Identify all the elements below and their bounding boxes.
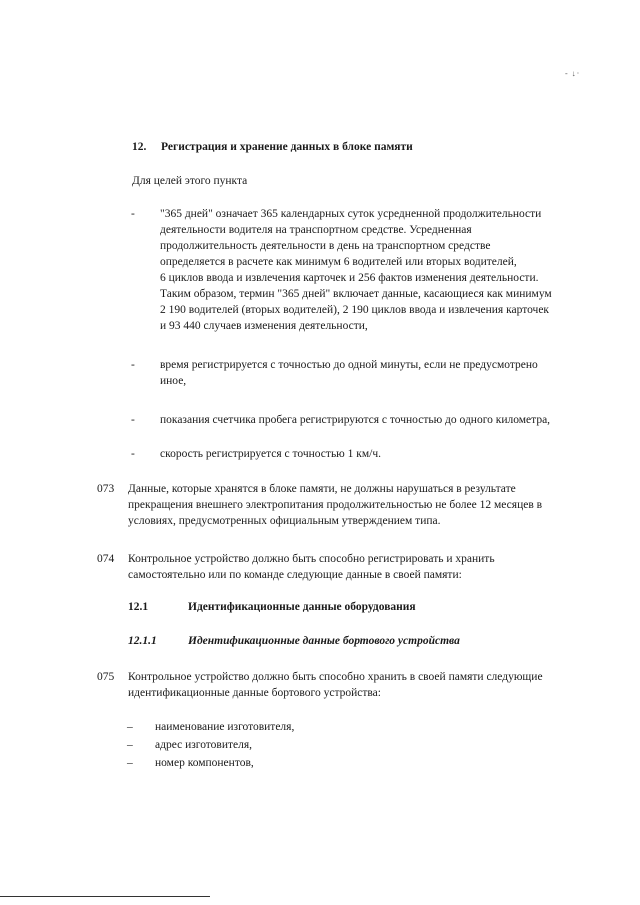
bullet-marker: - <box>131 359 135 371</box>
paragraph-number-075: 075 <box>97 671 115 683</box>
list-item-marker: – <box>127 721 133 733</box>
bullet-marker: - <box>131 448 135 460</box>
paragraph-line: идентификационные данные бортового устройства: <box>128 687 381 699</box>
bullet-line: определяется в расчете как минимум 6 водителей или вторых водителей, <box>160 256 517 268</box>
bullet-line: 2 190 водителей (вторых водителей), 2 190 циклов ввода и извлечения карточек <box>160 304 550 316</box>
bullet-line: продолжительность деятельности в день на транспортном средстве <box>160 240 491 252</box>
paragraph-line: Данные, которые хранятся в блоке памяти, не должны нарушаться в результате <box>128 483 516 495</box>
section-12-1-1-number: 12.1.1 <box>128 635 157 647</box>
list-item-marker: – <box>127 757 133 769</box>
paragraph-number-073: 073 <box>97 483 115 495</box>
paragraph-line: Контрольное устройство должно быть способно регистрировать и хранить <box>128 553 495 565</box>
section-12-title: Регистрация и хранение данных в блоке памяти <box>161 141 413 153</box>
bullet-line: "365 дней" означает 365 календарных суток усредненной продолжительности <box>160 208 542 220</box>
section-12-1-number: 12.1 <box>128 601 149 613</box>
paragraph-number-074: 074 <box>97 553 115 565</box>
bullet-line: скорость регистрируется с точностью 1 км/ч. <box>160 448 381 460</box>
bullet-line: Таким образом, термин "365 дней" включает данные, касающиеся как минимум <box>160 288 552 300</box>
bullet-line: 6 циклов ввода и извлечения карточек и 256 фактов изменения деятельности. <box>160 272 539 284</box>
footnote-separator-line <box>0 896 210 897</box>
paragraph-line: прекращения внешнего электропитания продолжительностью не более 12 месяцев в <box>128 499 543 511</box>
bullet-line: время регистрируется с точностью до одной минуты, если не предусмотрено <box>160 359 538 371</box>
bullet-marker: - <box>131 414 135 426</box>
list-item: наименование изготовителя, <box>155 721 295 733</box>
bullet-line: деятельности водителя на транспортном средстве. Усредненная <box>160 224 472 236</box>
bullet-line: иное, <box>160 375 187 387</box>
paragraph-line: Контрольное устройство должно быть способно хранить в своей памяти следующие <box>128 671 543 683</box>
bullet-line: показания счетчика пробега регистрируются с точностью до одного километра, <box>160 414 551 426</box>
section-12-intro: Для целей этого пункта <box>132 175 248 187</box>
section-12-number: 12. <box>132 141 147 153</box>
bullet-line: и 93 440 случаев изменения деятельности, <box>160 320 368 332</box>
paragraph-line: условиях, предусмотренных официальным утверждением типа. <box>128 515 441 527</box>
paragraph-line: самостоятельно или по команде следующие данные в своей памяти: <box>128 569 462 581</box>
section-12-1-1-title: Идентификационные данные бортового устройства <box>188 635 460 647</box>
section-12-1-title: Идентификационные данные оборудования <box>188 601 416 613</box>
list-item-marker: – <box>127 739 133 751</box>
corner-mark: - ↓· <box>565 69 581 78</box>
list-item: адрес изготовителя, <box>155 739 253 751</box>
bullet-marker: - <box>131 208 135 220</box>
list-item: номер компонентов, <box>155 757 254 769</box>
